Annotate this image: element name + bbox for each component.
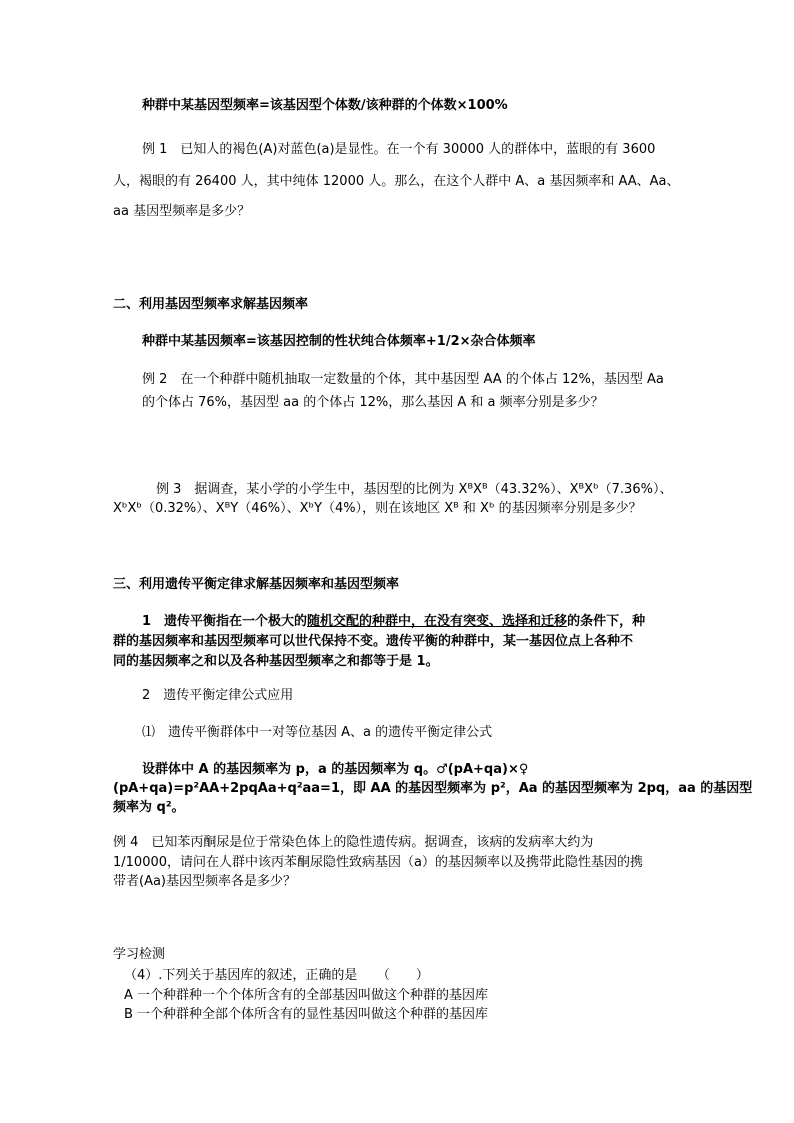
quiz-option-b: B 一个种群种全部个体所含有的显性基因叫做这个种群的基因库 [124, 1007, 489, 1022]
example1-line2: 人，褐眼的有 26400 人，其中纯体 12000 人。那么，在这个人群中 A、a 基因频率和 AA、Aa、 [113, 174, 680, 189]
formula-gene-frequency: 种群中某基因频率=该基因控制的性状纯合体频率+1/2×杂合体频率 [142, 334, 536, 349]
hardy-weinberg-line2: (pA+qa)=p²AA+2pqAa+q²aa=1，即 AA 的基因型频率为 p²，Aa 的基因型频率为 2pq，aa 的基因型 [113, 781, 753, 796]
example2-line1: 例 2 在一个种群中随机抽取一定数量的个体，其中基因型 AA 的个体占 12%，基因型 Aa [142, 372, 664, 387]
example3-line1: 例 3 据调查，某小学的小学生中，基因型的比例为 XᴮXᴮ（43.32%）、XᴮXᵇ（7.36%）、 [156, 482, 673, 497]
example4-line1: 例 4 已知苯丙酮尿是位于常染色体上的隐性遗传病。据调查，该病的发病率大约为 [113, 835, 594, 850]
example1-line1: 例 1 已知人的褐色(A)对蓝色(a)是显性。在一个有 30000 人的群体中，蓝眼的有 3600 [142, 142, 656, 157]
quiz-option-a: A 一个种群种一个个体所含有的全部基因叫做这个种群的基因库 [124, 988, 489, 1003]
quiz-question: （4）.下列关于基因库的叙述，正确的是 （ ） [124, 968, 429, 983]
equilibrium-text-a: 1 遗传平衡指在一个极大的 [142, 614, 308, 629]
equilibrium-definition-line3: 同的基因频率之和以及各种基因型频率之和都等于是 1。 [113, 654, 439, 669]
example1-line3: aa 基因型频率是多少？ [113, 204, 251, 219]
equilibrium-text-b: 的条件下，种 [567, 614, 646, 629]
equilibrium-definition-line2: 群的基因频率和基因型频率可以世代保持不变。遗传平衡的种群中，某一基因位点上各种不 [113, 634, 634, 649]
hardy-weinberg-line3: 频率为 q²。 [113, 800, 185, 815]
example2-line2: 的个体占 76%，基因型 aa 的个体占 12%，那么基因 A 和 a 频率分别是多少？ [142, 395, 604, 410]
study-check-heading: 学习检测 [113, 947, 166, 962]
equilibrium-text-underlined: 随机交配的种群中，在没有突变、选择和迁移 [307, 614, 568, 629]
section2-heading: 二、利用基因型频率求解基因频率 [113, 297, 309, 312]
formula-subheading: ⑴ 遗传平衡群体中一对等位基因 A、a 的遗传平衡定律公式 [142, 725, 493, 740]
example4-line3: 带者(Aa)基因型频率各是多少？ [113, 874, 297, 889]
equilibrium-definition-line1 [142, 613, 645, 631]
example4-line2: 1/10000，请问在人群中该丙苯酮尿隐性致病基因（a）的基因频率以及携带此隐性基因的携 [113, 855, 643, 870]
formula-genotype-frequency: 种群中某基因型频率=该基因型个体数/该种群的个体数×100% [142, 98, 508, 113]
section3-heading: 三、利用遗传平衡定律求解基因频率和基因型频率 [113, 577, 400, 592]
formula-application-heading: 2 遗传平衡定律公式应用 [142, 688, 294, 703]
hardy-weinberg-line1: 设群体中 A 的基因频率为 p，a 的基因频率为 q。♂(pA+qa)×♀ [142, 762, 529, 777]
example3-line2: XᵇXᵇ（0.32%）、XᴮY（46%）、XᵇY（4%），则在该地区 Xᴮ 和 Xᵇ 的基因频率分别是多少？ [113, 501, 642, 516]
